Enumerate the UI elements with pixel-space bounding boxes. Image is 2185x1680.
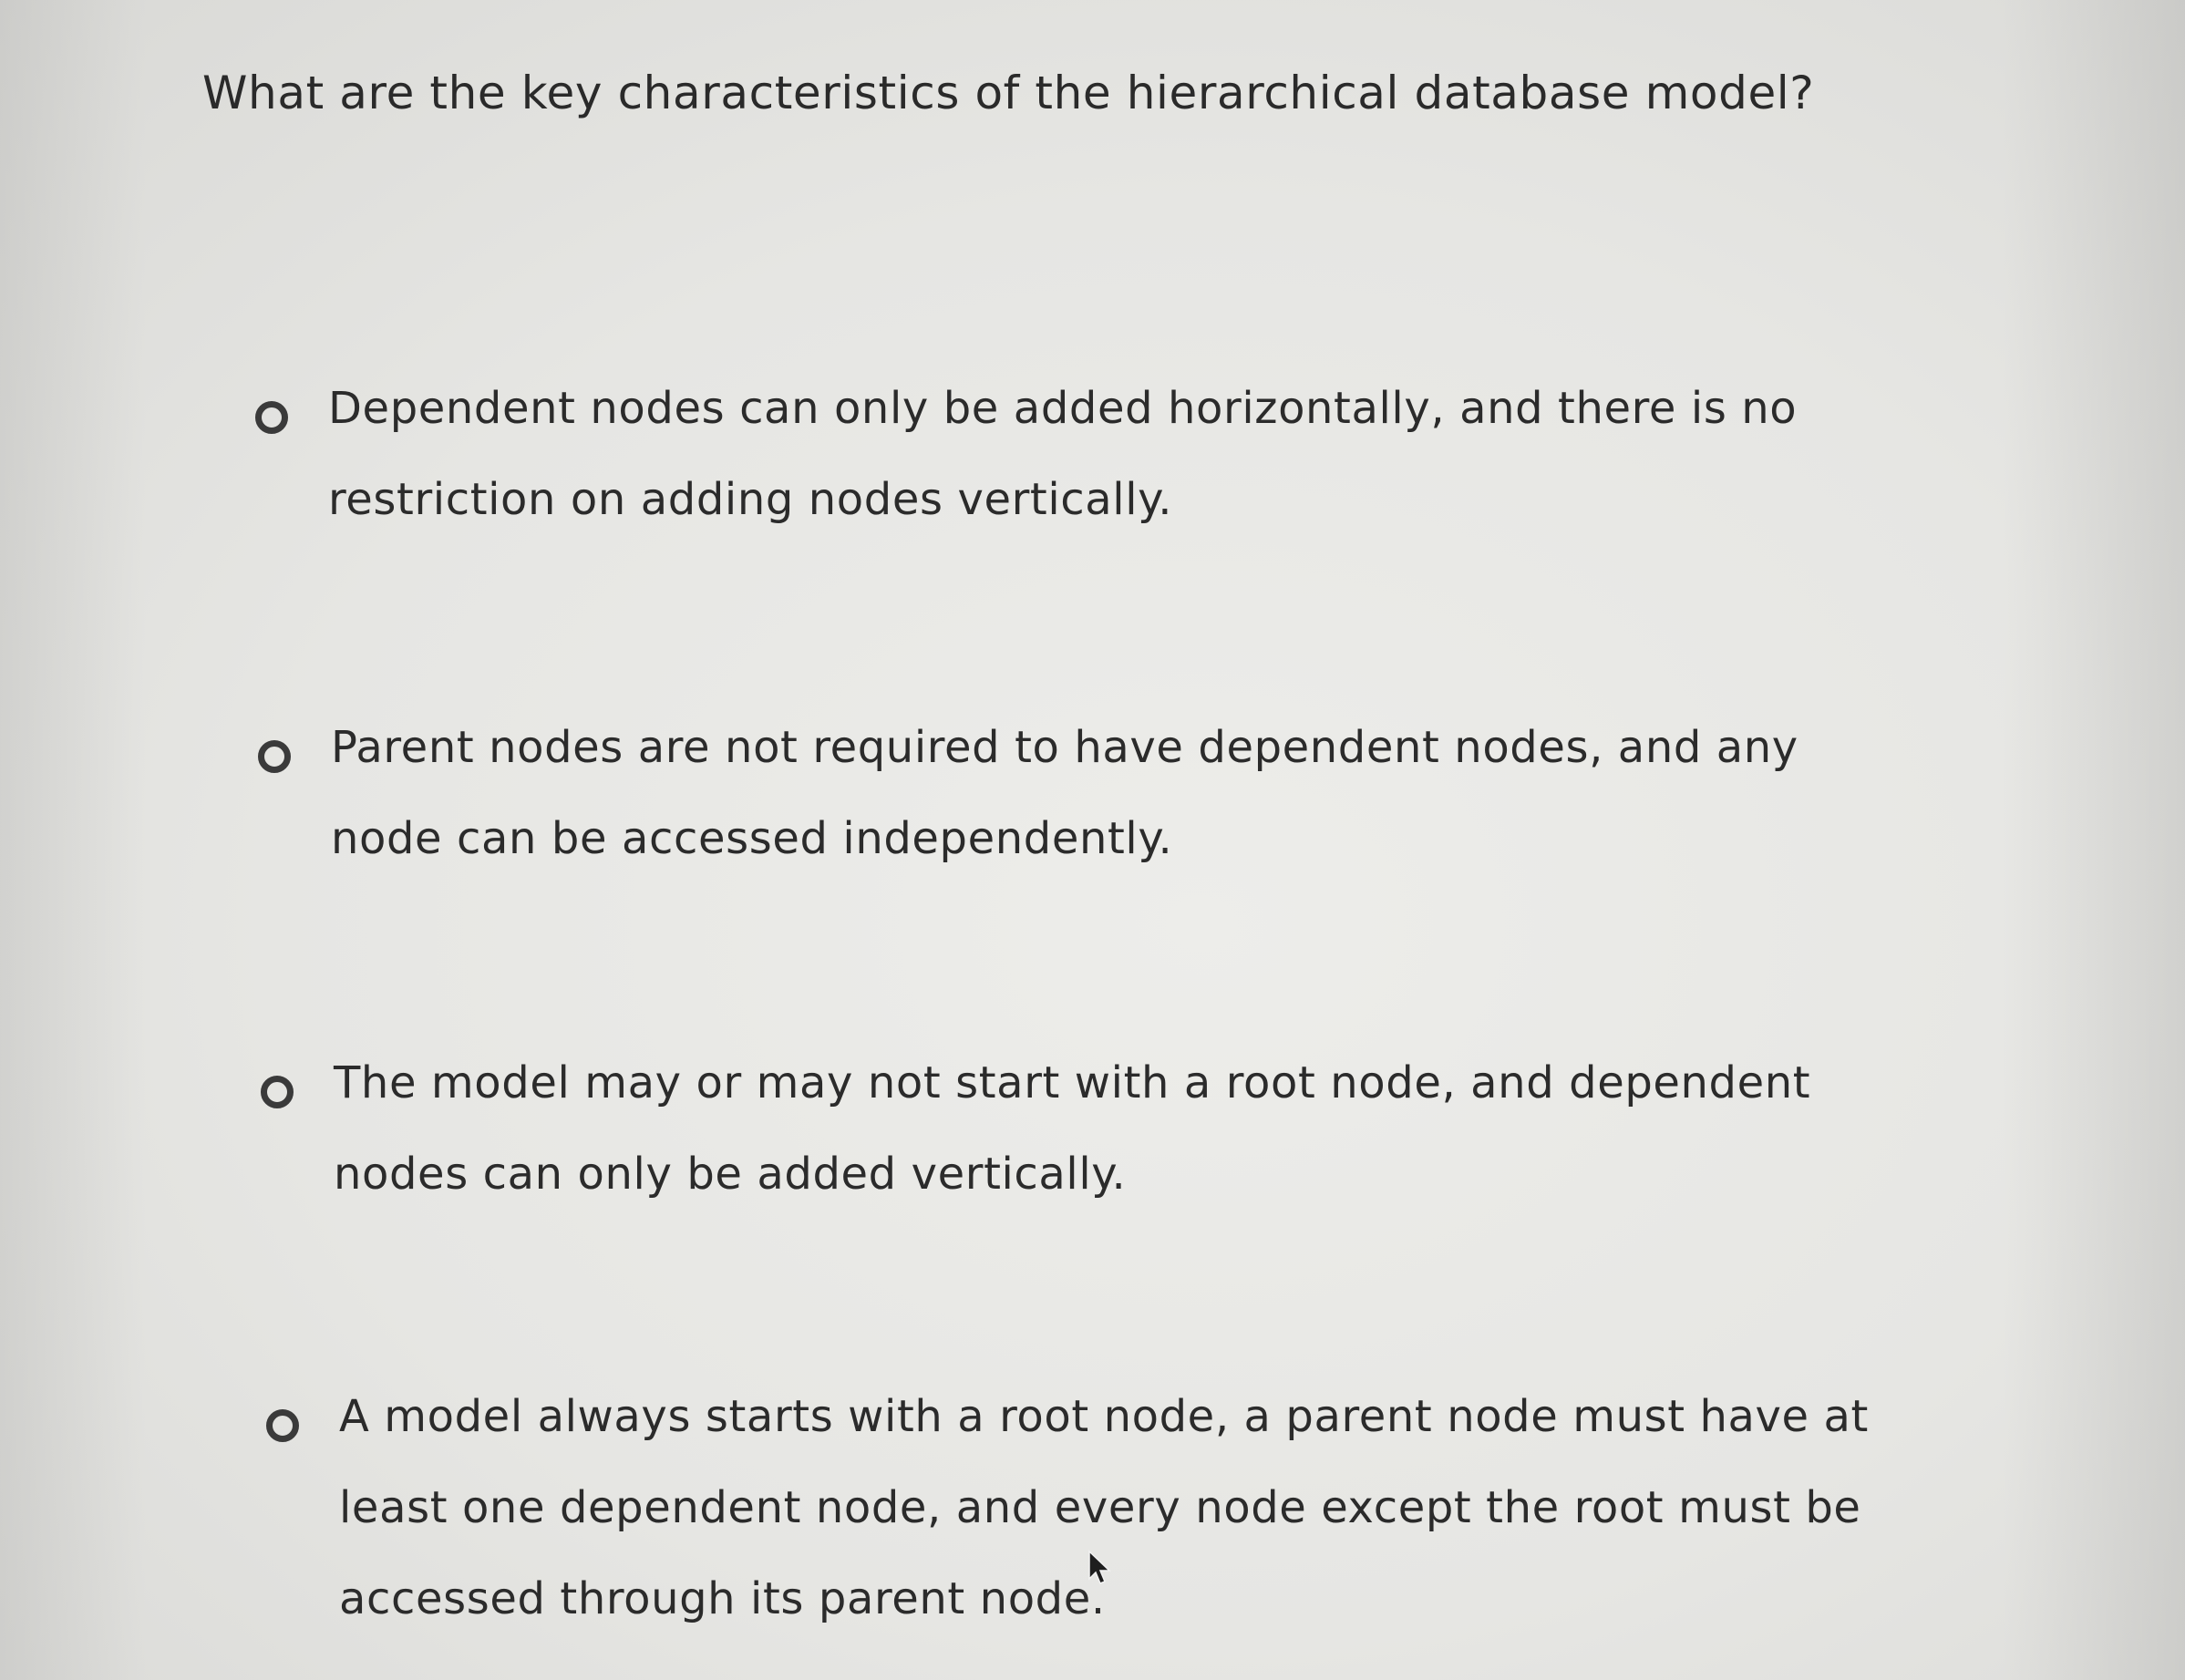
radio-unselected-icon[interactable] [266, 1409, 299, 1442]
radio-unselected-icon[interactable] [261, 1076, 294, 1108]
answer-option-label: A model always starts with a root node, a parent node must have at least one dependent node, and every node except the root must be accessed through its parent node. [339, 1391, 1869, 1624]
question-text: What are the key characteristics of the hierarchical database model? [202, 67, 1815, 119]
radio-unselected-icon[interactable] [255, 401, 288, 434]
mouse-pointer-icon [1087, 1550, 1112, 1586]
screen-shadow-left [0, 0, 146, 1680]
answer-option-label: The model may or may not start with a root node, and dependent nodes can only be added vertically. [334, 1057, 1811, 1200]
radio-unselected-icon[interactable] [258, 740, 291, 773]
screen-shadow-right [2003, 0, 2185, 1680]
answer-option-label: Dependent nodes can only be added horizontally, and there is no restriction on adding nodes vertically. [328, 383, 1798, 525]
answer-option-2[interactable] [258, 722, 1899, 884]
answer-option-label: Parent nodes are not required to have dependent nodes, and any node can be accessed independently. [331, 722, 1799, 864]
answer-option-1[interactable] [255, 383, 1896, 545]
answer-option-3[interactable] [261, 1057, 1902, 1220]
answer-option-4[interactable] [266, 1391, 1907, 1644]
